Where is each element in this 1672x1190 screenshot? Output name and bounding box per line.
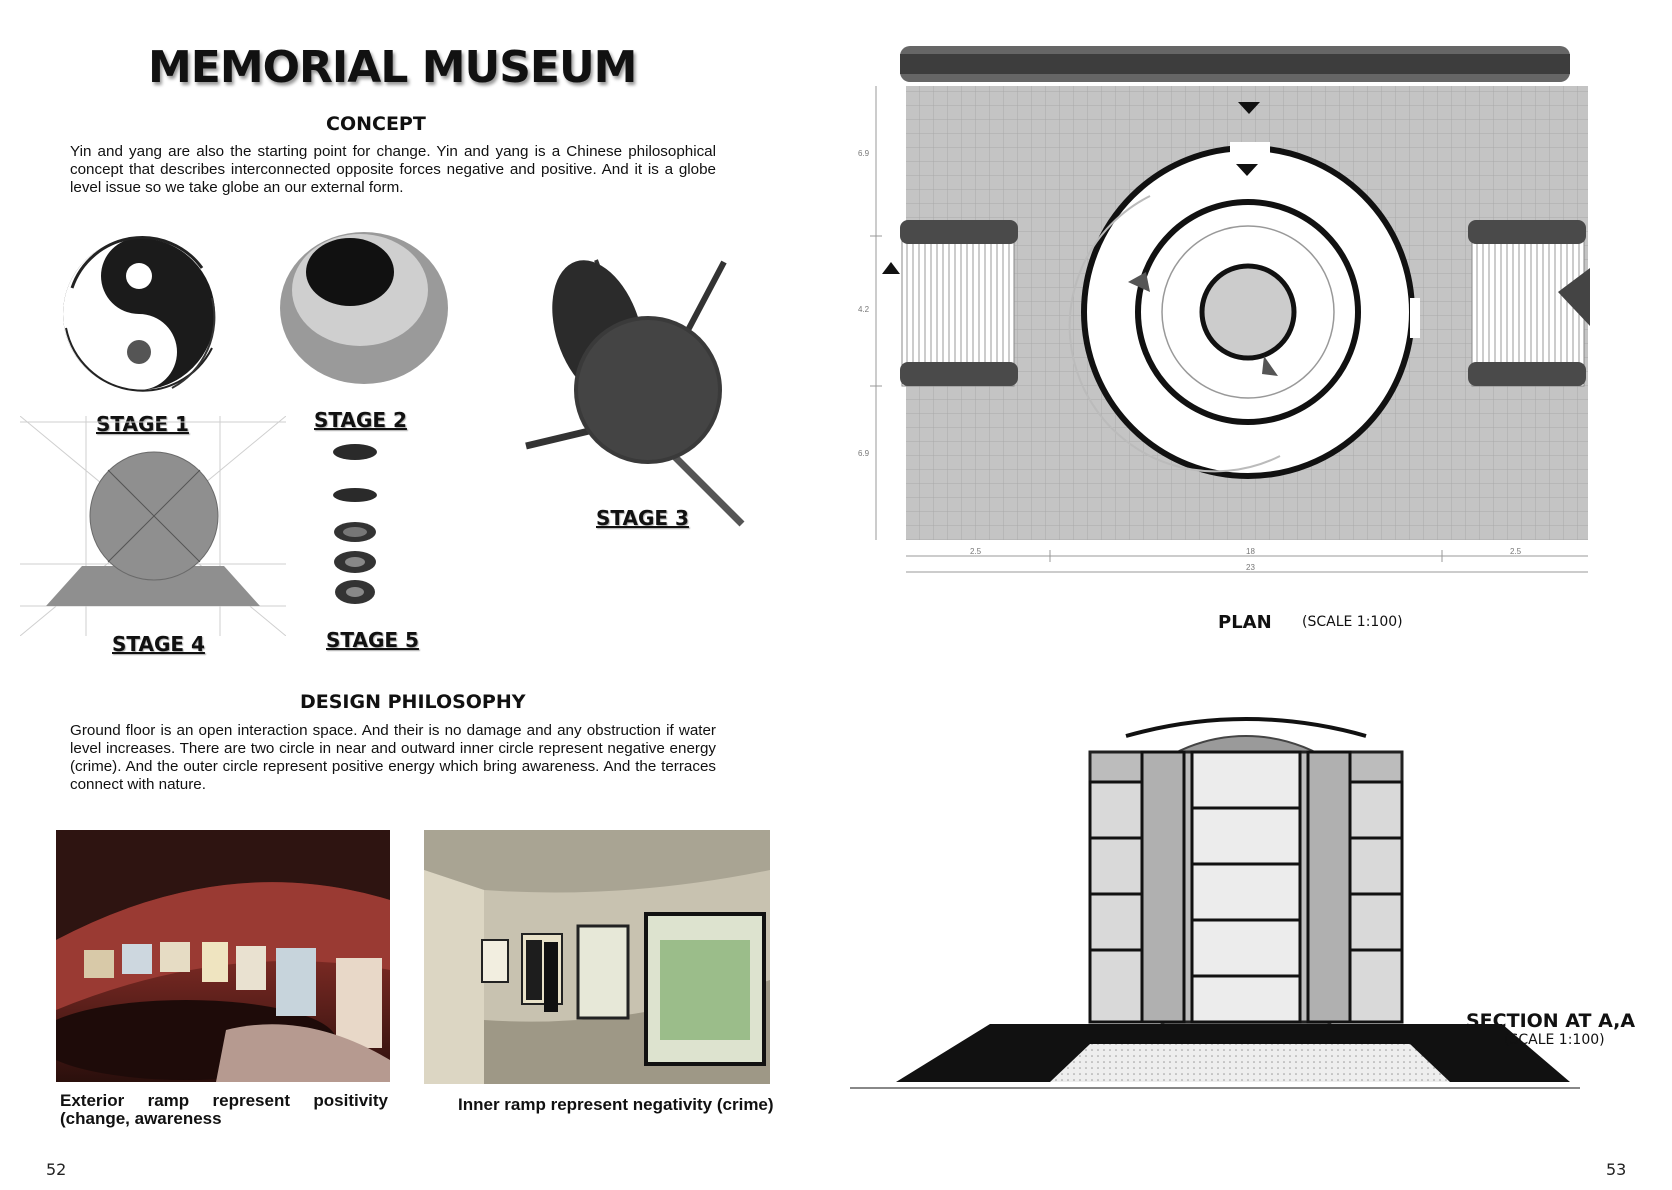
dim-left-top: 6.9 — [858, 149, 870, 158]
page-number-right: 53 — [1606, 1160, 1627, 1179]
section-label: SECTION AT A,A — [1466, 1010, 1636, 1032]
inner-ramp-caption: Inner ramp represent negativity (crime) — [458, 1095, 774, 1114]
dim-bottom-left: 2.5 — [970, 547, 982, 556]
dim-left-mid: 4.2 — [858, 305, 870, 314]
stage-5-discs — [330, 440, 380, 610]
plan-label: PLAN — [1218, 612, 1272, 633]
concept-heading: CONCEPT — [326, 113, 426, 135]
stage-4-geometry — [20, 416, 286, 636]
stage-1-label: STAGE 1 — [96, 412, 189, 436]
page-number-left: 52 — [46, 1160, 67, 1179]
philosophy-text: Ground floor is an open interaction space. And their is no damage and any obstruction if water level increases. There are two circle in near and outward inner circle represent negative energy (crime). And the outer circle represent positive energy which bring awareness. And the terraces connect with nature. — [70, 722, 716, 793]
philosophy-heading: DESIGN PHILOSOPHY — [300, 691, 526, 713]
inner-ramp-render — [424, 830, 770, 1084]
dim-bottom-total: 23 — [1246, 563, 1255, 572]
yin-yang-sketch — [52, 228, 226, 402]
dim-bottom-center: 18 — [1246, 547, 1255, 556]
concept-text: Yin and yang are also the starting point for change. Yin and yang is a Chinese philosophical concept that describes interconnected opposite forces negative and positive. And it is a globe level issue so we take globe an our external form. — [70, 143, 716, 196]
tree-row-top — [900, 46, 1570, 82]
site-plan-drawing — [850, 36, 1630, 596]
stage-2-label: STAGE 2 — [314, 408, 407, 432]
dim-bottom-right: 2.5 — [1510, 547, 1522, 556]
section-scale: (SCALE 1:100) — [1504, 1032, 1605, 1048]
stage-3-disc-model — [520, 250, 750, 530]
page-title: MEMORIAL MUSEUM — [148, 42, 637, 93]
exterior-ramp-caption: Exterior ramp represent positivity (change, awareness — [60, 1091, 388, 1128]
stage-3-label: STAGE 3 — [596, 506, 689, 530]
exterior-ramp-render — [56, 830, 390, 1082]
stage-5-label: STAGE 5 — [326, 628, 419, 652]
dim-left-bottom: 6.9 — [858, 449, 870, 458]
stage-4-label: STAGE 4 — [112, 632, 205, 656]
stage-2-discs — [278, 228, 450, 386]
section-drawing — [850, 712, 1580, 1142]
plan-scale: (SCALE 1:100) — [1302, 614, 1403, 630]
